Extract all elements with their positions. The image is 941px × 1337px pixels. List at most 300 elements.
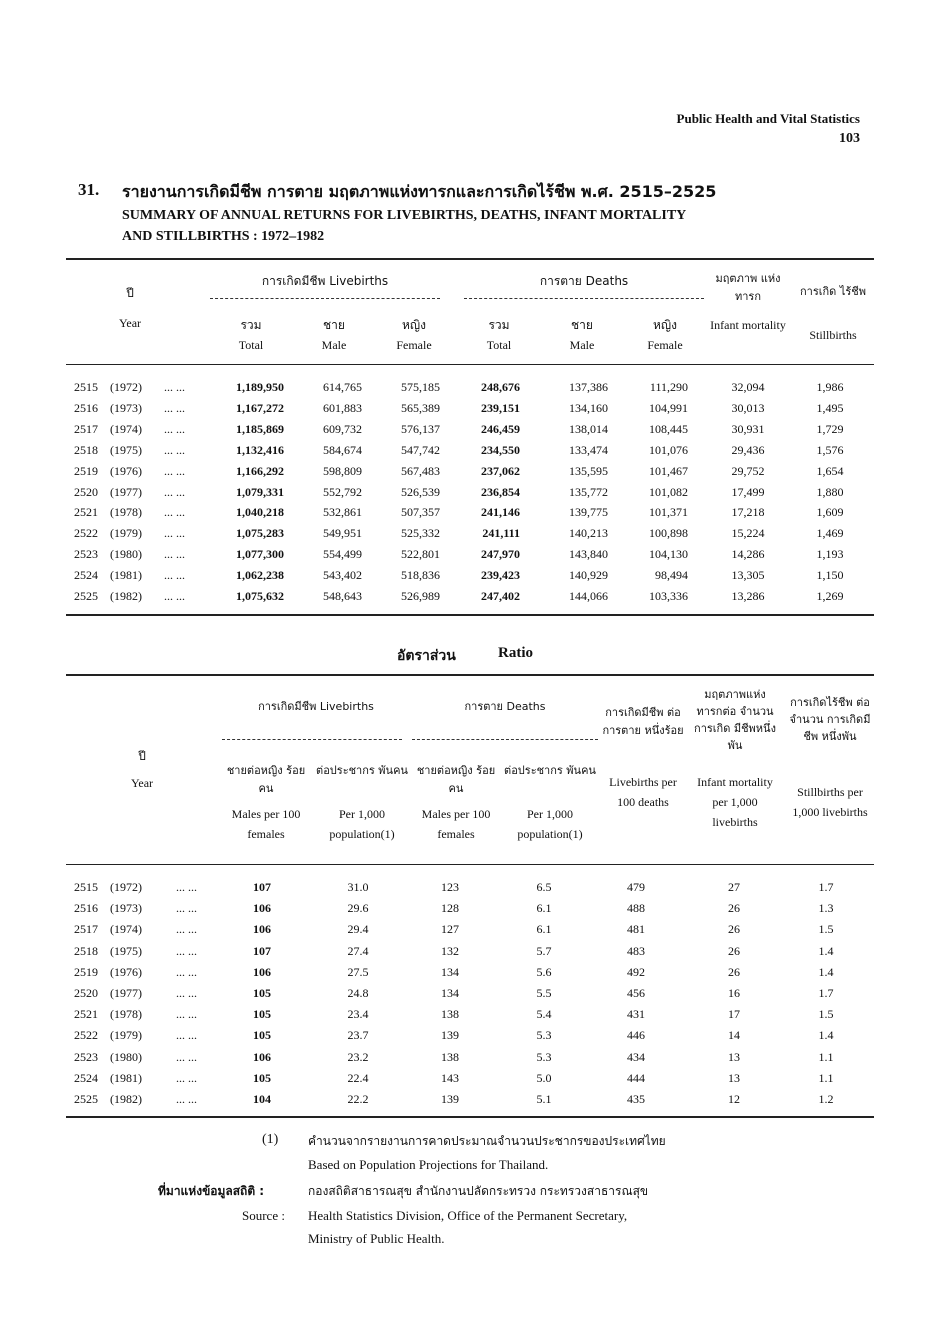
infant-mortality-rate-cell: 26 bbox=[728, 943, 740, 958]
infant-mortality-rate-cell: 27 bbox=[728, 880, 740, 894]
livebirths-female-cell: 567,483 bbox=[401, 463, 440, 478]
d-total-header: Total bbox=[486, 338, 512, 352]
deaths-sex-ratio-cell: 123 bbox=[441, 880, 459, 894]
deaths-female-cell: 101,467 bbox=[649, 463, 688, 478]
year-ad-cell: (1976) bbox=[110, 964, 142, 979]
deaths-total-cell: 247,402 bbox=[481, 589, 520, 603]
livebirths-sex-ratio-cell: 104 bbox=[253, 1092, 271, 1106]
deaths-sex-ratio-cell: 143 bbox=[441, 1070, 459, 1085]
year-be-cell: 2516 bbox=[74, 400, 98, 415]
deaths-male-cell: 137,386 bbox=[569, 380, 608, 394]
livebirths-female-cell: 565,389 bbox=[401, 400, 440, 415]
table-row bbox=[0, 377, 941, 398]
leader-dots: ... ... bbox=[164, 442, 185, 457]
stillbirths-cell: 1,269 bbox=[816, 589, 844, 603]
table-row bbox=[0, 523, 941, 544]
infant-mortality-cell: 14,286 bbox=[731, 547, 765, 562]
stillbirth-rate-cell: 1.1 bbox=[818, 1049, 834, 1064]
table-row bbox=[0, 898, 941, 919]
year-be-cell: 2521 bbox=[74, 505, 98, 520]
death-rate-cell: 5.3 bbox=[536, 1049, 552, 1064]
death-rate-cell: 5.0 bbox=[536, 1070, 552, 1085]
deaths-group-header: การตาย Deaths bbox=[539, 274, 629, 288]
d-total-header-thai: รวม bbox=[488, 318, 510, 332]
livebirths-male-cell: 552,792 bbox=[323, 484, 362, 499]
ratio-livebirths-group: การเกิดมีชีพ Livebirths bbox=[258, 700, 374, 713]
livebirths-per-death-cell: 483 bbox=[627, 943, 645, 958]
footnote-marker: (1) bbox=[262, 1132, 279, 1147]
infant-mortality-cell: 13,305 bbox=[731, 568, 765, 583]
stillbirths-header-thai: การเกิด ไร้ชีพ bbox=[800, 285, 866, 298]
year-ad-cell: (1979) bbox=[110, 1028, 142, 1043]
livebirths-male-cell: 543,402 bbox=[323, 568, 362, 583]
birth-rate-cell: 23.2 bbox=[347, 1049, 369, 1064]
livebirths-female-cell: 507,357 bbox=[401, 505, 440, 520]
deaths-sex-ratio-cell: 138 bbox=[441, 1049, 459, 1064]
livebirths-total-cell: 1,132,416 bbox=[236, 442, 284, 457]
birth-rate-cell: 22.2 bbox=[347, 1092, 369, 1106]
infant-mortality-cell: 15,224 bbox=[731, 526, 765, 541]
ratio-c6-header-thai: มฤตภาพแห่ง ทารกต่อ จำนวนการเกิด มีชีพหนึ่งพัน bbox=[694, 688, 776, 752]
death-rate-cell: 5.1 bbox=[536, 1092, 552, 1106]
livebirths-male-cell: 601,883 bbox=[323, 400, 362, 415]
stillbirth-rate-cell: 1.7 bbox=[818, 880, 834, 894]
footnote-thai: คำนวนจากรายงานการคาดประมาณจำนวนประชากรของประเทศไทย bbox=[308, 1134, 666, 1148]
year-be-cell: 2520 bbox=[74, 484, 98, 499]
table-row bbox=[0, 1068, 941, 1089]
footnote-english: Based on Population Projections for Thailand. bbox=[308, 1157, 549, 1172]
livebirths-total-cell: 1,040,218 bbox=[236, 505, 284, 520]
running-header-title: Public Health and Vital Statistics bbox=[676, 111, 860, 126]
infant-mortality-rate-cell: 12 bbox=[728, 1092, 740, 1106]
year-ad-cell: (1973) bbox=[110, 901, 142, 916]
leader-dots: ... ... bbox=[176, 1049, 197, 1064]
table-row bbox=[0, 962, 941, 983]
livebirths-male-cell: 614,765 bbox=[323, 380, 362, 394]
ratio-livebirths-divider bbox=[222, 739, 402, 740]
deaths-total-cell: 236,854 bbox=[481, 484, 520, 499]
leader-dots: ... ... bbox=[176, 922, 197, 937]
deaths-female-cell: 104,991 bbox=[649, 400, 688, 415]
year-ad-cell: (1977) bbox=[110, 986, 142, 1000]
title-english-line2: AND STILLBIRTHS : 1972–1982 bbox=[122, 229, 325, 244]
deaths-sex-ratio-cell: 139 bbox=[441, 1092, 459, 1106]
infant-mortality-rate-cell: 26 bbox=[728, 901, 740, 916]
leader-dots: ... ... bbox=[164, 463, 185, 478]
deaths-female-cell: 100,898 bbox=[649, 526, 688, 541]
year-be-cell: 2521 bbox=[74, 1007, 98, 1022]
year-be-cell: 2515 bbox=[74, 380, 98, 394]
stillbirth-rate-cell: 1.4 bbox=[818, 964, 834, 979]
livebirths-female-cell: 547,742 bbox=[401, 442, 440, 457]
deaths-total-cell: 239,151 bbox=[481, 400, 520, 415]
deaths-female-cell: 101,076 bbox=[649, 442, 688, 457]
deaths-total-cell: 248,676 bbox=[481, 380, 520, 394]
table-row bbox=[0, 1089, 941, 1110]
deaths-female-cell: 108,445 bbox=[649, 421, 688, 436]
lb-total-header-thai: รวม bbox=[240, 318, 262, 332]
death-rate-cell: 5.6 bbox=[536, 964, 552, 979]
birth-rate-cell: 27.5 bbox=[347, 964, 369, 979]
death-rate-cell: 5.5 bbox=[536, 986, 552, 1000]
deaths-total-cell: 239,423 bbox=[481, 568, 520, 583]
livebirths-female-cell: 525,332 bbox=[401, 526, 440, 541]
livebirths-total-cell: 1,185,869 bbox=[236, 421, 284, 436]
year-header-thai: ปี bbox=[126, 286, 134, 300]
livebirths-male-cell: 609,732 bbox=[323, 421, 362, 436]
ratio-table-top-rule bbox=[66, 674, 874, 676]
livebirths-per-death-cell: 481 bbox=[627, 922, 645, 937]
year-be-cell: 2524 bbox=[74, 1070, 98, 1085]
stillbirth-rate-cell: 1.5 bbox=[818, 922, 834, 937]
livebirths-total-cell: 1,075,283 bbox=[236, 526, 284, 541]
livebirths-sex-ratio-cell: 105 bbox=[253, 986, 271, 1000]
birth-rate-cell: 23.4 bbox=[347, 1007, 369, 1022]
livebirths-sex-ratio-cell: 106 bbox=[253, 901, 271, 916]
death-rate-cell: 6.1 bbox=[536, 922, 552, 937]
livebirths-female-cell: 575,185 bbox=[401, 380, 440, 394]
year-be-cell: 2515 bbox=[74, 880, 98, 894]
infant-mortality-cell: 32,094 bbox=[731, 380, 765, 394]
ratio-deaths-group: การตาย Deaths bbox=[464, 700, 546, 713]
stillbirth-rate-cell: 1.2 bbox=[818, 1092, 834, 1106]
deaths-female-cell: 103,336 bbox=[649, 589, 688, 603]
stillbirths-cell: 1,150 bbox=[816, 568, 844, 583]
livebirths-sex-ratio-cell: 107 bbox=[253, 880, 271, 894]
infant-header-thai: มฤตภาพ แห่งทารก bbox=[715, 272, 781, 303]
deaths-divider bbox=[464, 298, 704, 299]
deaths-male-cell: 140,213 bbox=[569, 526, 608, 541]
deaths-female-cell: 101,371 bbox=[649, 505, 688, 520]
year-be-cell: 2522 bbox=[74, 1028, 98, 1043]
leader-dots: ... ... bbox=[164, 526, 185, 541]
ratio-c2-header: Per 1,000 population(1) bbox=[329, 807, 395, 841]
infant-mortality-cell: 30,013 bbox=[731, 400, 765, 415]
page-number: 103 bbox=[839, 131, 860, 146]
livebirths-per-death-cell: 488 bbox=[627, 901, 645, 916]
deaths-sex-ratio-cell: 128 bbox=[441, 901, 459, 916]
ratio-deaths-divider bbox=[412, 739, 598, 740]
livebirths-total-cell: 1,189,950 bbox=[236, 380, 284, 394]
livebirths-total-cell: 1,077,300 bbox=[236, 547, 284, 562]
livebirths-female-cell: 576,137 bbox=[401, 421, 440, 436]
lb-male-header-thai: ชาย bbox=[323, 318, 345, 332]
leader-dots: ... ... bbox=[176, 1070, 197, 1085]
year-be-cell: 2516 bbox=[74, 901, 98, 916]
deaths-total-cell: 241,111 bbox=[482, 526, 520, 541]
death-rate-cell: 6.5 bbox=[536, 880, 552, 894]
year-be-cell: 2517 bbox=[74, 421, 98, 436]
livebirths-male-cell: 584,674 bbox=[323, 442, 362, 457]
year-be-cell: 2525 bbox=[74, 589, 98, 603]
infant-mortality-cell: 29,436 bbox=[731, 442, 765, 457]
livebirths-sex-ratio-cell: 105 bbox=[253, 1070, 271, 1085]
source-text-line1: Health Statistics Division, Office of the Permanent Secretary, bbox=[308, 1208, 628, 1223]
birth-rate-cell: 31.0 bbox=[347, 880, 369, 894]
deaths-female-cell: 98,494 bbox=[655, 568, 688, 583]
livebirths-sex-ratio-cell: 106 bbox=[253, 922, 271, 937]
livebirths-sex-ratio-cell: 106 bbox=[253, 964, 271, 979]
d-male-header-thai: ชาย bbox=[571, 318, 593, 332]
deaths-total-cell: 237,062 bbox=[481, 463, 520, 478]
deaths-male-cell: 135,595 bbox=[569, 463, 608, 478]
livebirths-female-cell: 522,801 bbox=[401, 547, 440, 562]
deaths-total-cell: 247,970 bbox=[481, 547, 520, 562]
year-be-cell: 2525 bbox=[74, 1092, 98, 1106]
leader-dots: ... ... bbox=[164, 589, 185, 603]
deaths-male-cell: 143,840 bbox=[569, 547, 608, 562]
livebirths-male-cell: 554,499 bbox=[323, 547, 362, 562]
stillbirths-cell: 1,986 bbox=[816, 380, 844, 394]
livebirths-sex-ratio-cell: 107 bbox=[253, 943, 271, 958]
lb-total-header: Total bbox=[238, 338, 264, 352]
birth-rate-cell: 29.4 bbox=[347, 922, 369, 937]
table-row bbox=[0, 502, 941, 523]
year-header: Year bbox=[118, 316, 142, 330]
source-text-line2: Ministry of Public Health. bbox=[308, 1231, 445, 1246]
year-ad-cell: (1975) bbox=[110, 943, 142, 958]
deaths-male-cell: 144,066 bbox=[569, 589, 608, 603]
deaths-total-cell: 241,146 bbox=[481, 505, 520, 520]
table-row bbox=[0, 565, 941, 586]
year-ad-cell: (1981) bbox=[110, 568, 142, 583]
deaths-female-cell: 104,130 bbox=[649, 547, 688, 562]
source-label-thai: ที่มาแห่งข้อมูลสถิติ : bbox=[158, 1184, 265, 1198]
year-ad-cell: (1972) bbox=[110, 880, 142, 894]
year-be-cell: 2519 bbox=[74, 463, 98, 478]
deaths-sex-ratio-cell: 134 bbox=[441, 964, 459, 979]
leader-dots: ... ... bbox=[164, 568, 185, 583]
leader-dots: ... ... bbox=[164, 400, 185, 415]
death-rate-cell: 6.1 bbox=[536, 901, 552, 916]
deaths-total-cell: 234,550 bbox=[481, 442, 520, 457]
livebirths-group-header: การเกิดมีชีพ Livebirths bbox=[261, 274, 389, 288]
table-row bbox=[0, 586, 941, 607]
year-ad-cell: (1978) bbox=[110, 1007, 142, 1022]
birth-rate-cell: 27.4 bbox=[347, 943, 369, 958]
year-ad-cell: (1976) bbox=[110, 463, 142, 478]
livebirths-total-cell: 1,166,292 bbox=[236, 463, 284, 478]
year-ad-cell: (1980) bbox=[110, 1049, 142, 1064]
stillbirth-rate-cell: 1.5 bbox=[818, 1007, 834, 1022]
deaths-male-cell: 134,160 bbox=[569, 400, 608, 415]
infant-mortality-rate-cell: 14 bbox=[728, 1028, 740, 1043]
infant-mortality-rate-cell: 13 bbox=[728, 1049, 740, 1064]
table-bottom-rule bbox=[66, 614, 874, 616]
deaths-male-cell: 135,772 bbox=[569, 484, 608, 499]
infant-mortality-cell: 30,931 bbox=[731, 421, 765, 436]
table-row bbox=[0, 941, 941, 962]
death-rate-cell: 5.3 bbox=[536, 1028, 552, 1043]
stillbirth-rate-cell: 1.4 bbox=[818, 943, 834, 958]
livebirths-male-cell: 598,809 bbox=[323, 463, 362, 478]
year-ad-cell: (1982) bbox=[110, 589, 142, 603]
livebirths-female-cell: 526,989 bbox=[401, 589, 440, 603]
table-row bbox=[0, 482, 941, 503]
ratio-c4-header-thai: ต่อประชากร พันคน bbox=[504, 764, 596, 777]
year-ad-cell: (1979) bbox=[110, 526, 142, 541]
table-row bbox=[0, 461, 941, 482]
livebirths-per-death-cell: 435 bbox=[627, 1092, 645, 1106]
infant-mortality-cell: 29,752 bbox=[731, 463, 765, 478]
birth-rate-cell: 23.7 bbox=[347, 1028, 369, 1043]
deaths-sex-ratio-cell: 132 bbox=[441, 943, 459, 958]
leader-dots: ... ... bbox=[164, 421, 185, 436]
livebirths-per-death-cell: 492 bbox=[627, 964, 645, 979]
table-row bbox=[0, 440, 941, 461]
deaths-sex-ratio-cell: 139 bbox=[441, 1028, 459, 1043]
leader-dots: ... ... bbox=[176, 986, 197, 1000]
ratio-c3-header-thai: ชายต่อหญิง ร้อยคน bbox=[416, 764, 496, 795]
infant-mortality-rate-cell: 26 bbox=[728, 922, 740, 937]
livebirths-sex-ratio-cell: 105 bbox=[253, 1028, 271, 1043]
source-label: Source : bbox=[242, 1208, 285, 1223]
stillbirth-rate-cell: 1.4 bbox=[818, 1028, 834, 1043]
livebirths-per-death-cell: 479 bbox=[627, 880, 645, 894]
ratio-c5-header: Livebirths per 100 deaths bbox=[609, 775, 677, 809]
stillbirths-cell: 1,469 bbox=[816, 526, 844, 541]
year-ad-cell: (1974) bbox=[110, 922, 142, 937]
livebirths-per-death-cell: 434 bbox=[627, 1049, 645, 1064]
livebirths-male-cell: 532,861 bbox=[323, 505, 362, 520]
infant-mortality-cell: 13,286 bbox=[731, 589, 765, 603]
ratio-table-bottom-rule bbox=[66, 1116, 874, 1118]
livebirths-total-cell: 1,079,331 bbox=[236, 484, 284, 499]
year-ad-cell: (1972) bbox=[110, 380, 142, 394]
year-be-cell: 2520 bbox=[74, 986, 98, 1000]
year-ad-cell: (1981) bbox=[110, 1070, 142, 1085]
year-be-cell: 2517 bbox=[74, 922, 98, 937]
table-row bbox=[0, 419, 941, 440]
table-top-rule bbox=[66, 258, 874, 260]
lb-female-header: Female bbox=[396, 338, 432, 352]
table-number: 31. bbox=[78, 180, 100, 199]
infant-mortality-cell: 17,499 bbox=[731, 484, 765, 499]
infant-mortality-cell: 17,218 bbox=[731, 505, 765, 520]
livebirths-sex-ratio-cell: 105 bbox=[253, 1007, 271, 1022]
infant-mortality-rate-cell: 26 bbox=[728, 964, 740, 979]
year-ad-cell: (1977) bbox=[110, 484, 142, 499]
year-ad-cell: (1982) bbox=[110, 1092, 142, 1106]
table-row bbox=[0, 919, 941, 940]
infant-mortality-rate-cell: 16 bbox=[728, 986, 740, 1000]
leader-dots: ... ... bbox=[176, 1028, 197, 1043]
livebirths-per-death-cell: 444 bbox=[627, 1070, 645, 1085]
ratio-year-header-thai: ปี bbox=[138, 749, 146, 763]
birth-rate-cell: 29.6 bbox=[347, 901, 369, 916]
leader-dots: ... ... bbox=[164, 547, 185, 562]
livebirths-per-death-cell: 456 bbox=[627, 986, 645, 1000]
ratio-c1-header: Males per 100 females bbox=[231, 807, 301, 841]
stillbirths-cell: 1,193 bbox=[816, 547, 844, 562]
deaths-male-cell: 133,474 bbox=[569, 442, 608, 457]
birth-rate-cell: 22.4 bbox=[347, 1070, 369, 1085]
ratio-c7-header-thai: การเกิดไร้ชีพ ต่อจำนวน การเกิดมีชีพ หนึ่งพัน bbox=[789, 696, 871, 743]
d-female-header-thai: หญิง bbox=[653, 318, 677, 332]
year-ad-cell: (1974) bbox=[110, 421, 142, 436]
leader-dots: ... ... bbox=[164, 380, 185, 394]
leader-dots: ... ... bbox=[176, 901, 197, 916]
stillbirth-rate-cell: 1.3 bbox=[818, 901, 834, 916]
title-thai: รายงานการเกิดมีชีพ การตาย มฤตภาพแห่งทารกและการเกิดไร้ชีพ พ.ศ. 2515–2525 bbox=[122, 182, 717, 201]
livebirths-female-cell: 526,539 bbox=[401, 484, 440, 499]
deaths-sex-ratio-cell: 127 bbox=[441, 922, 459, 937]
livebirths-total-cell: 1,062,238 bbox=[236, 568, 284, 583]
livebirths-sex-ratio-cell: 106 bbox=[253, 1049, 271, 1064]
deaths-sex-ratio-cell: 134 bbox=[441, 986, 459, 1000]
leader-dots: ... ... bbox=[176, 964, 197, 979]
table-row bbox=[0, 983, 941, 1004]
year-be-cell: 2523 bbox=[74, 1049, 98, 1064]
death-rate-cell: 5.4 bbox=[536, 1007, 552, 1022]
header-bottom-rule bbox=[66, 364, 874, 365]
stillbirths-cell: 1,729 bbox=[816, 421, 844, 436]
leader-dots: ... ... bbox=[176, 880, 197, 894]
ratio-c1-header-thai: ชายต่อหญิง ร้อยคน bbox=[226, 764, 306, 795]
ratio-heading-thai: อัตราส่วน bbox=[397, 648, 456, 664]
birth-rate-cell: 24.8 bbox=[347, 986, 369, 1000]
table-row bbox=[0, 1047, 941, 1068]
stillbirths-cell: 1,654 bbox=[816, 463, 844, 478]
livebirths-per-death-cell: 431 bbox=[627, 1007, 645, 1022]
year-ad-cell: (1980) bbox=[110, 547, 142, 562]
deaths-female-cell: 111,290 bbox=[649, 380, 688, 394]
year-ad-cell: (1978) bbox=[110, 505, 142, 520]
table-row bbox=[0, 1025, 941, 1046]
deaths-male-cell: 140,929 bbox=[569, 568, 608, 583]
livebirths-male-cell: 548,643 bbox=[323, 589, 362, 603]
livebirths-total-cell: 1,075,632 bbox=[236, 589, 284, 603]
table-row bbox=[0, 544, 941, 565]
table-row bbox=[0, 398, 941, 419]
ratio-heading: Ratio bbox=[498, 645, 533, 661]
leader-dots: ... ... bbox=[176, 1092, 197, 1106]
deaths-female-cell: 101,082 bbox=[649, 484, 688, 499]
year-be-cell: 2522 bbox=[74, 526, 98, 541]
lb-male-header: Male bbox=[321, 338, 347, 352]
death-rate-cell: 5.7 bbox=[536, 943, 552, 958]
ratio-c6-header: Infant mortality per 1,000 livebirths bbox=[697, 775, 773, 829]
table-row bbox=[0, 877, 941, 898]
year-be-cell: 2524 bbox=[74, 568, 98, 583]
deaths-male-cell: 138,014 bbox=[569, 421, 608, 436]
year-be-cell: 2523 bbox=[74, 547, 98, 562]
livebirths-per-death-cell: 446 bbox=[627, 1028, 645, 1043]
stillbirths-cell: 1,576 bbox=[816, 442, 844, 457]
leader-dots: ... ... bbox=[176, 943, 197, 958]
infant-mortality-rate-cell: 17 bbox=[728, 1007, 740, 1022]
leader-dots: ... ... bbox=[164, 505, 185, 520]
title-english-line1: SUMMARY OF ANNUAL RETURNS FOR LIVEBIRTHS, DEATHS, INFANT MORTALITY bbox=[122, 208, 687, 223]
d-female-header: Female bbox=[647, 338, 683, 352]
stillbirths-header: Stillbirths bbox=[809, 328, 857, 342]
deaths-total-cell: 246,459 bbox=[481, 421, 520, 436]
year-be-cell: 2519 bbox=[74, 964, 98, 979]
ratio-header-bottom-rule bbox=[66, 864, 874, 865]
leader-dots: ... ... bbox=[176, 1007, 197, 1022]
livebirths-divider bbox=[210, 298, 440, 299]
ratio-c5-header-thai: การเกิดมีชีพ ต่อการตาย หนึ่งร้อย bbox=[602, 706, 684, 737]
source-text-thai: กองสถิติสาธารณสุข สำนักงานปลัดกระทรวง กระทรวงสาธารณสุข bbox=[308, 1184, 649, 1198]
stillbirth-rate-cell: 1.1 bbox=[818, 1070, 834, 1085]
stillbirths-cell: 1,495 bbox=[816, 400, 844, 415]
livebirths-female-cell: 518,836 bbox=[401, 568, 440, 583]
infant-mortality-rate-cell: 13 bbox=[728, 1070, 740, 1085]
year-be-cell: 2518 bbox=[74, 442, 98, 457]
ratio-c4-header: Per 1,000 population(1) bbox=[517, 807, 583, 841]
stillbirths-cell: 1,880 bbox=[816, 484, 844, 499]
livebirths-male-cell: 549,951 bbox=[323, 526, 362, 541]
